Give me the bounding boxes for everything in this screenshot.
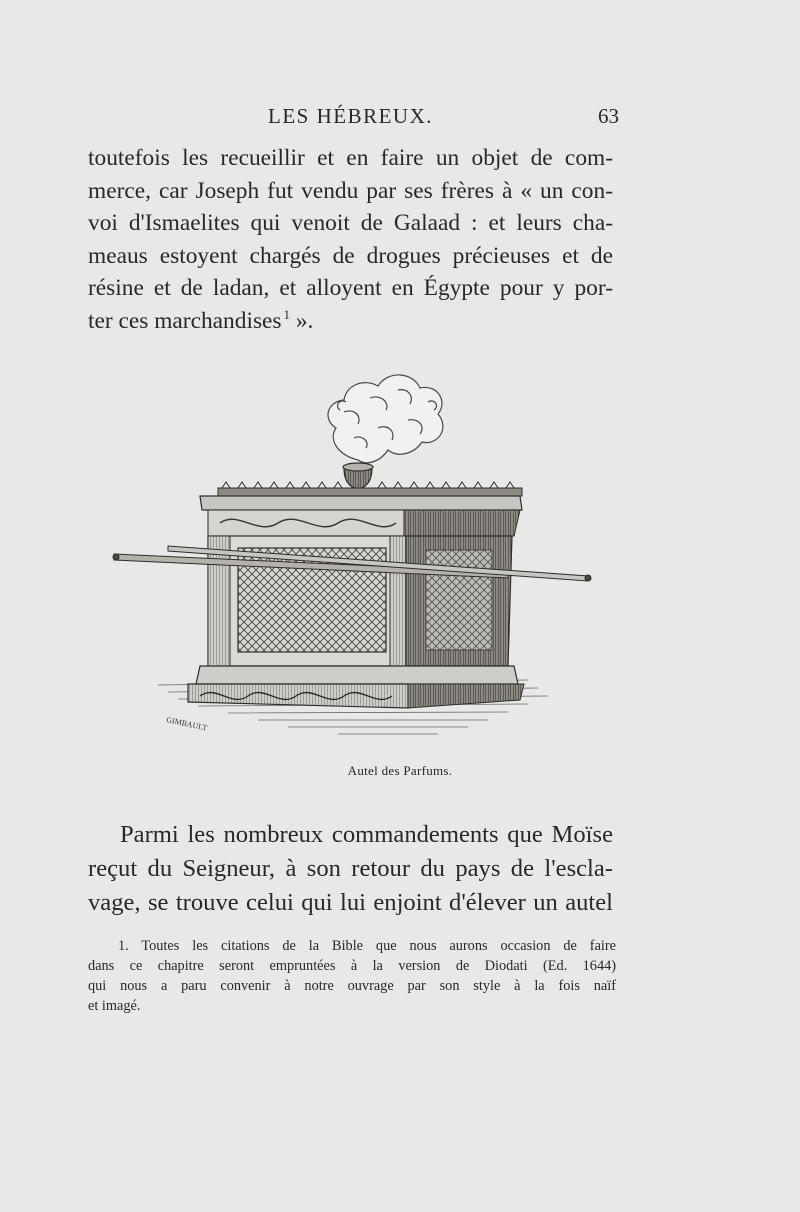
- text-line: toutefois les recueillir et en faire un objet de com-: [88, 145, 613, 171]
- running-head: [88, 102, 619, 132]
- altar-engraving: [108, 350, 598, 755]
- text-line: vage, se trouve celui qui lui enjoint d'élever un autel: [88, 889, 613, 916]
- corner-column: [390, 536, 406, 666]
- text-line-last: [88, 305, 613, 338]
- footnote-ref[interactable]: 1: [283, 306, 290, 322]
- footnote: [88, 936, 616, 1016]
- figure-caption: Autel des Parfums.: [347, 763, 453, 778]
- page-number: 63: [598, 104, 619, 128]
- altar-top: [200, 496, 522, 510]
- text-line: résine et de ladan, et alloyent en Égypte pour y por-: [88, 275, 613, 301]
- altar-base: [196, 666, 518, 684]
- smoke-icon: [328, 375, 443, 463]
- crown-rim: [218, 482, 522, 496]
- text-line: voi d'Ismaelites qui venoit de Galaad : et leurs cha-: [88, 210, 613, 236]
- footnote-line: dans ce chapitre seront empruntées à la version de Diodati (Ed. 1644): [88, 958, 616, 974]
- paragraph-2: [88, 818, 613, 920]
- altar-plinth: [188, 684, 408, 708]
- altar-frieze-side: [404, 510, 520, 536]
- footnote-line: 1. Toutes les citations de la Bible que nous aurons occasion de faire: [118, 938, 616, 954]
- text-line: reçut du Seigneur, à son retour du pays de l'escla-: [88, 855, 613, 882]
- text-line: meaus estoyent chargés de drogues précieuses et de: [88, 242, 613, 269]
- running-title: LES HÉBREUX.: [268, 104, 433, 128]
- engraver-signature: GIMBAULT: [165, 715, 209, 733]
- paragraph-1: [88, 142, 613, 337]
- line-end: ».: [290, 307, 314, 334]
- footnote-line: qui nous a paru convenir à notre ouvrage par son style à la fois naïf: [88, 978, 616, 994]
- text-line: Parmi les nombreux commandements que Moïse: [120, 821, 613, 848]
- text-line: merce, car Joseph fut vendu par ses frères à « un con-: [88, 177, 613, 204]
- text-line: ter ces marchandises: [88, 307, 282, 334]
- footnote-line: et imagé.: [88, 998, 141, 1014]
